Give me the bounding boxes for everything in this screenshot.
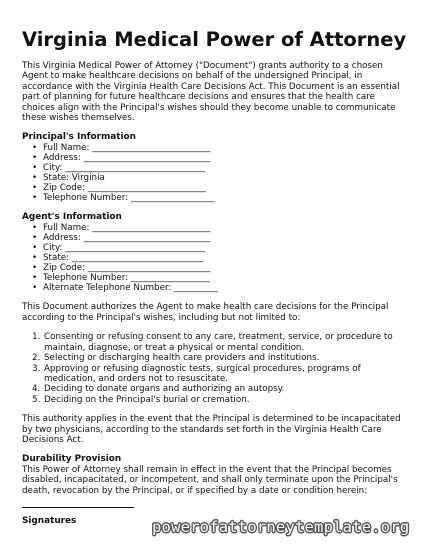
- bullet-icon: •: [32, 243, 38, 253]
- principal-field-telephone: • Telephone Number: ___________________: [32, 193, 215, 204]
- document-body: [22, 61, 406, 505]
- list-number: 1.: [32, 332, 41, 343]
- bullet-icon: •: [32, 152, 38, 163]
- applicability-paragraph: This authority applies in the event that the Principal is determined to be incapacitated by two physicians, according to the standards set forth in the Virginia Health Care Decisions Act.: [22, 414, 401, 445]
- principal-field-address: • Address: _____________________________: [32, 152, 211, 163]
- durability-heading: Durability Provision: [22, 454, 122, 465]
- principal-field-full-name: • Full Name: ___________________________: [32, 142, 211, 153]
- list-number: 5.: [32, 394, 41, 405]
- signatures-heading: Signatures: [22, 516, 77, 526]
- decision-item: 5. Deciding on the Principal's burial or cremation.: [32, 394, 250, 405]
- bullet-icon: •: [32, 263, 38, 274]
- decision-item: 2. Selecting or discharging health care providers and institutions.: [32, 353, 320, 364]
- principal-field-state: • State: Virginia: [32, 173, 105, 184]
- principal-field-zip: • Zip Code: ___________________________: [32, 183, 207, 194]
- principal-info-heading: Principal's Information: [22, 132, 136, 143]
- bullet-icon: •: [32, 222, 38, 233]
- decisions-list: [22, 332, 406, 405]
- bullet-icon: •: [32, 142, 38, 153]
- agent-field-city: • City: ________________________________: [32, 243, 206, 253]
- bullet-icon: •: [32, 193, 38, 204]
- list-number: 4.: [32, 384, 41, 395]
- principal-field-city: • City: ________________________________: [32, 163, 206, 174]
- agent-fields-list: [22, 223, 406, 294]
- bullet-icon: •: [32, 253, 38, 264]
- agent-field-zip: • Zip Code: ____________________________: [32, 263, 211, 274]
- bullet-icon: •: [32, 232, 38, 243]
- principal-fields-list: [22, 143, 406, 204]
- agent-field-full-name: • Full Name: ___________________________: [32, 222, 211, 233]
- agent-field-state: • State: ______________________________: [32, 253, 204, 264]
- list-number: 2.: [32, 353, 41, 364]
- decision-item: 3. Approving or refusing diagnostic tests, surgical procedures, programs of medication, and orders not to resuscitate.: [32, 363, 361, 384]
- bullet-icon: •: [32, 163, 38, 174]
- signature-divider: [22, 507, 134, 508]
- agent-info-heading: Agent's Information: [22, 212, 122, 223]
- decision-item: 1. Consenting or refusing consent to any care, treatment, service, or procedure to maintain, diagnose, or treat a physical or mental condition.: [32, 332, 393, 353]
- agent-field-telephone: • Telephone Number: __________________: [32, 273, 210, 284]
- agent-field-address: • Address: _____________________________: [32, 232, 211, 243]
- decision-item: 4. Deciding to donate organs and authorizing an autopsy.: [32, 384, 285, 395]
- site-watermark: powerofattorneytemplate.org: [152, 518, 410, 536]
- agent-field-alt-telephone: • Alternate Telephone Number: __________: [32, 283, 218, 294]
- document-title: Virginia Medical Power of Attorney: [22, 28, 407, 51]
- bullet-icon: •: [32, 183, 38, 194]
- bullet-icon: •: [32, 283, 38, 294]
- bullet-icon: •: [32, 273, 38, 284]
- intro-paragraph: This Virginia Medical Power of Attorney ("Document") grants authority to a chosen Agent to make healthcare decisions on behalf of the undersigned Principal, in accordance with the Virginia Health Care Decisions Act. This Document is an essential part of planning for future healthcare decisions and ensures that the health care choices align with the Principal's wishes should they become unable to communicate these wishes themselves.: [22, 61, 400, 124]
- authorization-intro: This Document authorizes the Agent to make health care decisions for the Principal according to the Principal's wishes, including but not limited to:: [22, 302, 389, 323]
- durability-paragraph: This Power of Attorney shall remain in effect in the event that the Principal becomes disabled, incapacitated, or incompetent, and shall only terminate upon the Principal's death, revocation by the Principal, or if specified by a date or condition herein:: [22, 464, 398, 496]
- bullet-icon: •: [32, 173, 38, 184]
- list-number: 3.: [32, 363, 41, 374]
